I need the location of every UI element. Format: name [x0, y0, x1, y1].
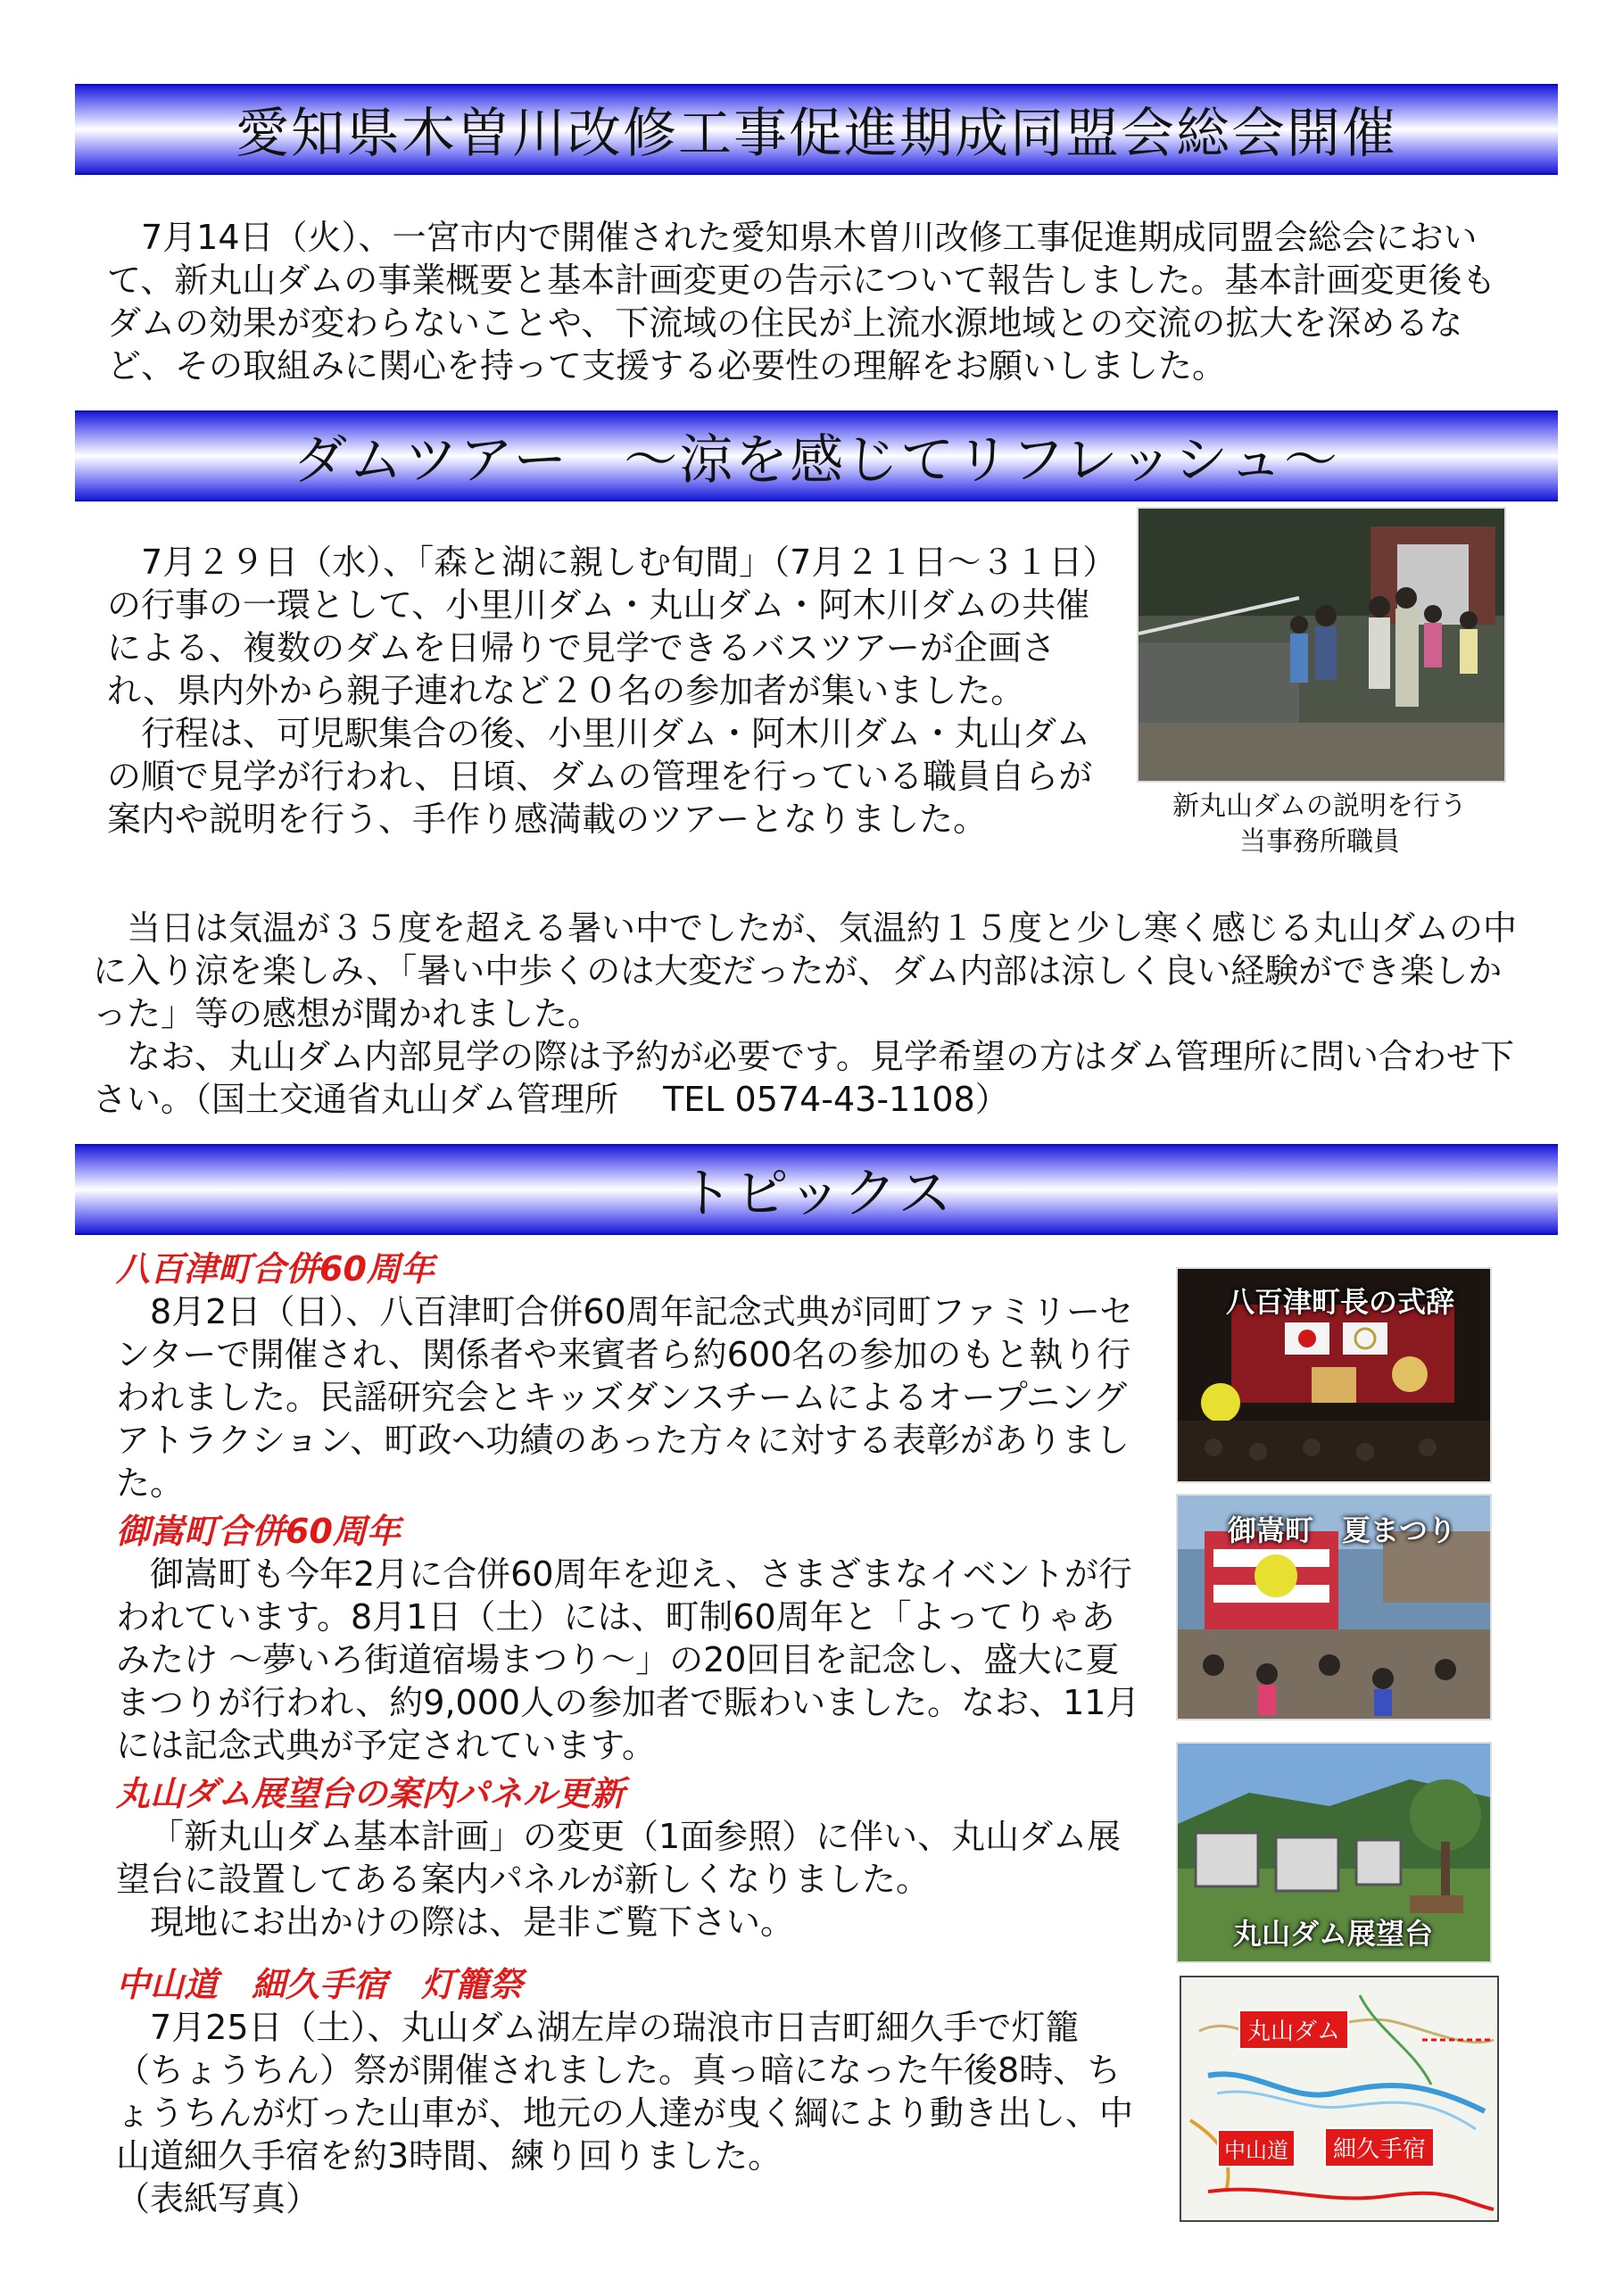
topic-3-body [116, 1815, 1142, 1944]
topic-1-body [116, 1290, 1142, 1504]
dam-tour-caption-line-1: 新丸山ダムの説明を行う [1172, 791, 1467, 822]
topic-2-paragraph: 御嵩町も今年2月に合併60周年を迎え、さまざまなイベントが行われています。8月1日（土）には、町制60周年と「よってりゃあみたけ ～夢いろ街道宿場まつり～」の20回目を記念し、盛大に夏まつりが行われ、約9,000人の参加者で賑わいました。なお、11月には記念式典が予定されています。 [116, 1554, 1140, 1765]
section2-paragraph-1: 7月２９日（水）、「森と湖に親しむ旬間」（7月２１日～３１日）の行事の一環として、小里川ダム・丸山ダム・阿木川ダムの共催による、複数のダムを日帰りで見学できるバスツアーが企画され、県内外から親子連れなど２０名の参加者が集いました。 [107, 543, 1100, 710]
mitake-photo-label: 御嵩町 夏まつり [1228, 1513, 1457, 1547]
map-label-inn: 細久手宿 [1324, 2127, 1435, 2168]
observatory-photo-label: 丸山ダム展望台 [1233, 1917, 1434, 1951]
section1-heading-banner [75, 84, 1558, 175]
section3-heading: トピックス [679, 1163, 954, 1225]
section2-continued [93, 907, 1520, 1121]
topic-1-title: 八百津町合併60周年 [116, 1249, 435, 1289]
section2-paragraph-2: 行程は、可児駅集合の後、小里川ダム・阿木川ダム・丸山ダムの順で見学が行われ、日頃、ダムの管理を行っている職員自らが案内や説明を行う、手作り感満載のツアーとなりました。 [107, 714, 1093, 839]
topic-4-paragraph-1: 7月25日（土）、丸山ダム湖左岸の瑞浪市日吉町細久手で灯籠（ちょうちん）祭が開催されました。真っ暗になった午後8時、ちょうちんが灯った山車が、地元の人達が曳く綱により動き出し、中山道細久手宿を約3時間、練り回りました。 [116, 2008, 1134, 2176]
dam-tour-photo [1137, 507, 1506, 783]
map-label-road: 中山道 [1217, 2129, 1296, 2168]
topic-1-paragraph: 8月2日（日）、八百津町合併60周年記念式典が同町ファミリーセンターで開催され、関係者や来賓者ら約600名の参加のもと執り行われました。民謡研究会とキッズダンスチームによるオープニングアトラクション、町政へ功績のあった方々に対する表彰がありました。 [116, 1292, 1134, 1503]
section2-paragraph-4: なお、丸山ダム内部見学の際は予約が必要です。見学希望の方はダム管理所に問い合わせ下さい。（国土交通省丸山ダム管理所 TEL 0574-43-1108） [93, 1037, 1514, 1119]
dam-tour-caption-line-2: 当事務所職員 [1239, 826, 1400, 858]
topic-4-body [116, 2006, 1142, 2220]
topic-3-paragraph-2: 現地にお出かけの際は、是非ご覧下さい。 [150, 1902, 795, 1942]
section2-paragraph-3: 当日は気温が３５度を超える暑い中でしたが、気温約１５度と少し寒く感じる丸山ダムの中に入り涼を楽しみ、「暑い中歩くのは大変だったが、ダム内部は涼しく良い経験ができ楽しかった」等の感想が聞かれました。 [93, 908, 1518, 1033]
section1-heading: 愛知県木曽川改修工事促進期成同盟会総会開催 [236, 103, 1397, 165]
section1-paragraph: 7月14日（火）、一宮市内で開催された愛知県木曽川改修工事促進期成同盟会総会において、新丸山ダムの事業概要と基本計画変更の告示について報告しました。基本計画変更後もダムの効果が変わらないことや、下流域の住民が上流水源地域との交流の拡大を深めるなど、その取組みに関心を持って支援する必要性の理解をお願いしました。 [107, 218, 1496, 385]
topic-4-title: 中山道 細久手宿 灯籠祭 [116, 1965, 524, 2004]
topic-3-paragraph-1: 「新丸山ダム基本計画」の変更（1面参照）に伴い、丸山ダム展望台に設置してある案内パネルが新しくなりました。 [116, 1817, 1122, 1899]
section1-body [107, 216, 1517, 387]
topic-2-title: 御嵩町合併60周年 [116, 1512, 401, 1551]
topic-3-title: 丸山ダム展望台の案内パネル更新 [116, 1774, 625, 1813]
section2-intro [107, 541, 1106, 841]
dam-tour-photo-image [1139, 509, 1504, 781]
section3-heading-banner [75, 1144, 1558, 1235]
map-label-dam: 丸山ダム [1238, 2010, 1349, 2050]
topic-2-body [116, 1553, 1142, 1767]
section2-heading-banner [75, 410, 1558, 501]
yaotsu-photo-label: 八百津町長の式辞 [1226, 1285, 1455, 1319]
topic-4-paragraph-2: （表紙写真） [116, 2179, 320, 2218]
dam-tour-photo-caption [1126, 789, 1513, 860]
section2-heading: ダムツアー ～涼を感じてリフレッシュ～ [294, 429, 1339, 492]
